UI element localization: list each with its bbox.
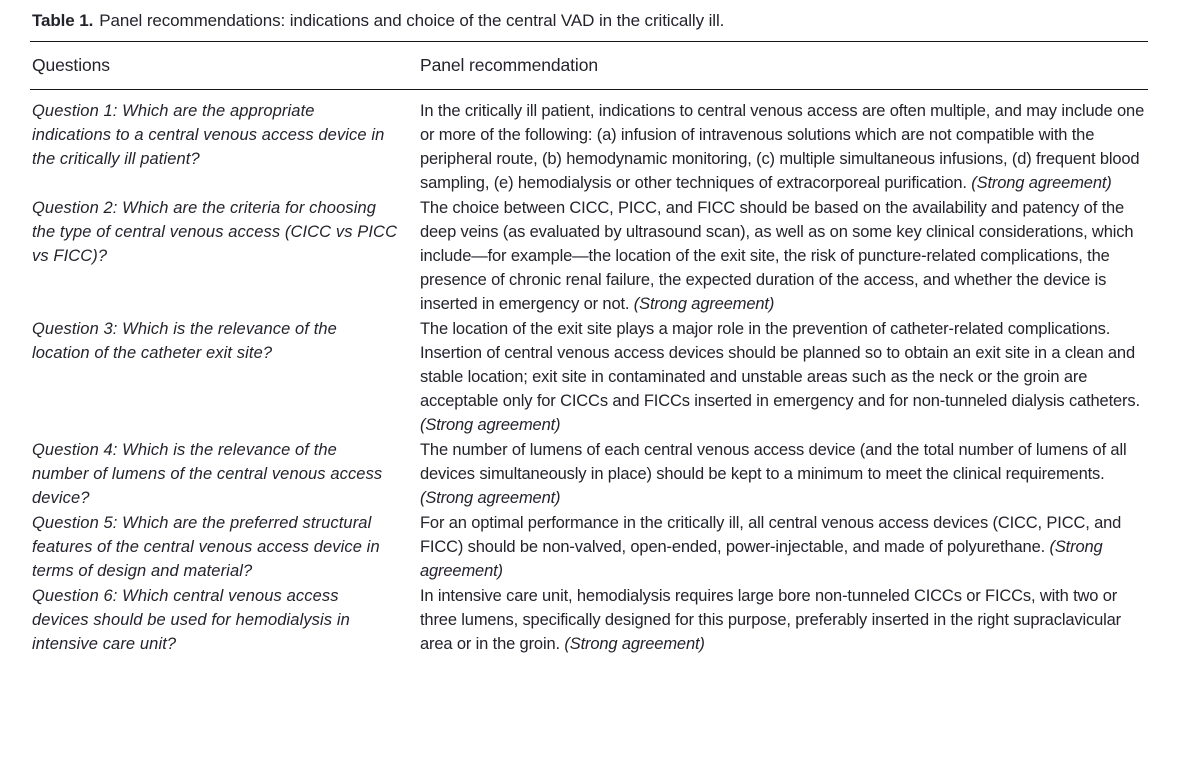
agreement-label: (Strong agreement)	[420, 416, 561, 434]
agreement-label: (Strong agreement)	[420, 538, 1103, 580]
recommendation-cell	[420, 317, 1148, 437]
recommendation-cell	[420, 438, 1148, 510]
recommendation-text: The number of lumens of each central venous access device (and the total number of lumens of all devices simultaneously in place) should be kept to a minimum to meet the clinical requirements.	[420, 441, 1127, 483]
table-row	[30, 99, 1148, 196]
recommendation-cell	[420, 196, 1148, 316]
table-row	[30, 196, 1148, 317]
recommendation-text: The location of the exit site plays a major role in the prevention of catheter-related complications. Insertion of central venous access devices should be planned so to obtain an exit site in a clean and stable location; exit site in contaminated and unstable areas such as the neck or the groin are acceptable only for CICCs and FICCs inserted in emergency and for non-tunneled dialysis catheters.	[420, 320, 1140, 410]
agreement-label: (Strong agreement)	[564, 635, 705, 653]
question-cell: Question 3: Which is the relevance of the location of the catheter exit site?	[32, 320, 337, 362]
column-header-recommendation: Panel recommendation	[420, 55, 598, 75]
table-row	[30, 438, 1148, 511]
question-cell: Question 5: Which are the preferred structural features of the central venous access device in terms of design and material?	[32, 514, 380, 580]
recommendation-text: For an optimal performance in the critically ill, all central venous access devices (CICC, PICC, and FICC) should be non-valved, open-ended, power-injectable, and made of polyurethane.	[420, 514, 1122, 556]
question-cell: Question 4: Which is the relevance of the number of lumens of the central venous access device?	[32, 441, 383, 507]
table-body	[30, 90, 1148, 657]
recommendation-text: In intensive care unit, hemodialysis requires large bore non-tunneled CICCs or FICCs, with two or three lumens, specifically designed for this purpose, preferably inserted in the right supraclavicular area or in the groin.	[420, 587, 1121, 653]
recommendation-text: The choice between CICC, PICC, and FICC should be based on the availability and patency of the deep veins (as evaluated by ultrasound scan), as well as on some key clinical considerations, which include—for example—the location of the exit site, the risk of puncture-related complications, the presence of chronic renal failure, the expected duration of the access, and whether the device is inserted in emergency or not.	[420, 199, 1134, 313]
table-header-row	[30, 42, 1148, 89]
table-row	[30, 584, 1148, 657]
column-header-questions: Questions	[32, 55, 110, 75]
agreement-label: (Strong agreement)	[633, 295, 775, 313]
question-cell: Question 2: Which are the criteria for choosing the type of central venous access (CICC vs PICC vs FICC)?	[32, 199, 398, 265]
recommendation-cell	[420, 584, 1148, 656]
recommendation-cell	[420, 99, 1148, 195]
table-row	[30, 317, 1148, 438]
agreement-label: (Strong agreement)	[420, 489, 561, 507]
table-caption: Panel recommendations: indications and choice of the central VAD in the critically ill.	[99, 11, 725, 30]
table-number-label: Table 1.	[32, 11, 94, 30]
question-cell: Question 6: Which central venous access devices should be used for hemodialysis in intensive care unit?	[32, 587, 350, 653]
recommendation-cell	[420, 511, 1148, 583]
recommendation-text: In the critically ill patient, indications to central venous access are often multiple, and may include one or more of the following: (a) infusion of intravenous solutions which are not compatible with the peripheral route, (b) hemodynamic monitoring, (c) multiple simultaneous infusions, (d) frequent blood sampling, (e) hemodialysis or other techniques of extracorporeal purification.	[420, 102, 1145, 192]
table-row	[30, 511, 1148, 584]
agreement-label: (Strong agreement)	[971, 174, 1112, 192]
question-cell: Question 1: Which are the appropriate indications to a central venous access device in the critically ill patient?	[32, 102, 385, 168]
table-title	[30, 8, 1148, 41]
